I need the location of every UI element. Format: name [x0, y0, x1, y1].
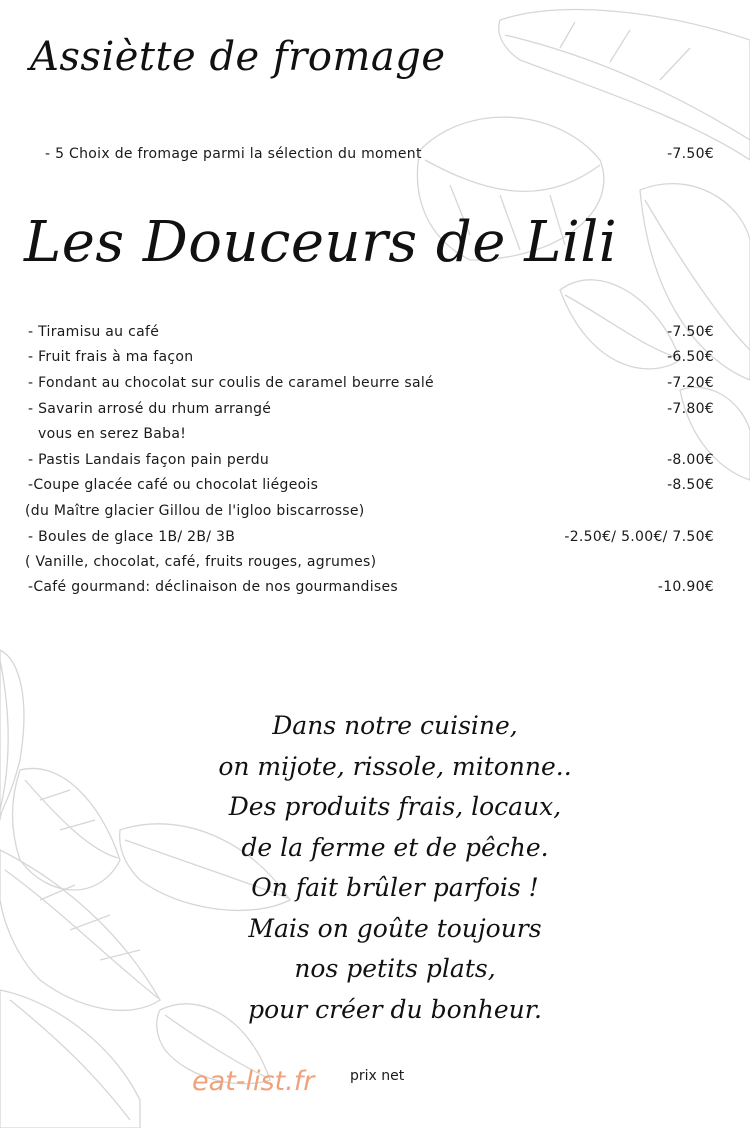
menu-item: [0, 526, 750, 548]
watermark: eat-list.fr: [192, 1066, 315, 1097]
kitchen-poem: [160, 706, 630, 1030]
item-description: vous en serez Baba!: [38, 426, 187, 442]
item-price: -2.50€/ 5.00€/ 7.50€: [564, 529, 714, 545]
item-description: -Coupe glacée café ou chocolat liégeois: [28, 477, 319, 493]
item-description: - Savarin arrosé du rhum arrangé: [28, 401, 272, 417]
menu-item-note: [0, 423, 750, 445]
dessert-section-title: Les Douceurs de Lili: [24, 210, 618, 275]
poem-line: Des produits frais, locaux,: [228, 792, 562, 821]
cheese-section-title: Assiètte de fromage: [30, 34, 446, 80]
menu-item: [0, 321, 750, 343]
menu-item-note: [0, 551, 750, 573]
poem-line: Mais on goûte toujours: [248, 913, 542, 943]
item-price: -8.50€: [667, 477, 714, 493]
item-price: -7.80€: [667, 401, 714, 417]
item-description: - Boules de glace 1B/ 2B/ 3B: [28, 529, 236, 545]
poem-line: On fait brûler parfois !: [251, 873, 539, 902]
menu-item: [0, 576, 750, 598]
menu-item: [0, 346, 750, 368]
item-price: -6.50€: [667, 349, 714, 365]
item-price: -10.90€: [657, 579, 714, 595]
menu-item: [0, 449, 750, 471]
poem-line: Dans notre cuisine,: [272, 711, 518, 740]
poem-line: nos petits plats,: [294, 954, 496, 983]
menu-item: [0, 372, 750, 394]
item-price: -7.50€: [667, 324, 714, 340]
item-description: - Tiramisu au café: [28, 324, 160, 340]
menu-item: [0, 474, 750, 496]
item-price: -8.00€: [667, 452, 714, 468]
poem-line: de la ferme et de pêche.: [241, 832, 549, 862]
item-description: ( Vanille, chocolat, café, fruits rouges, agrumes): [25, 554, 377, 570]
poem-line: pour créer du bonheur.: [248, 994, 542, 1024]
item-description: -Café gourmand: déclinaison de nos gourmandises: [28, 579, 399, 595]
item-description: - Fondant au chocolat sur coulis de caramel beurre salé: [28, 375, 434, 391]
item-description: - Pastis Landais façon pain perdu: [28, 452, 270, 468]
item-description: - 5 Choix de fromage parmi la sélection du moment: [45, 146, 422, 162]
menu-item: [0, 398, 750, 420]
item-description: - Fruit frais à ma façon: [28, 349, 194, 365]
item-price: -7.20€: [667, 375, 714, 391]
menu-item: [0, 143, 750, 165]
menu-item-note: [0, 500, 750, 522]
item-description: (du Maître glacier Gillou de l'igloo biscarrosse): [25, 503, 365, 519]
item-price: -7.50€: [667, 146, 714, 162]
poem-line: on mijote, rissole, mitonne..: [218, 751, 572, 781]
price-note: prix net: [350, 1068, 405, 1084]
